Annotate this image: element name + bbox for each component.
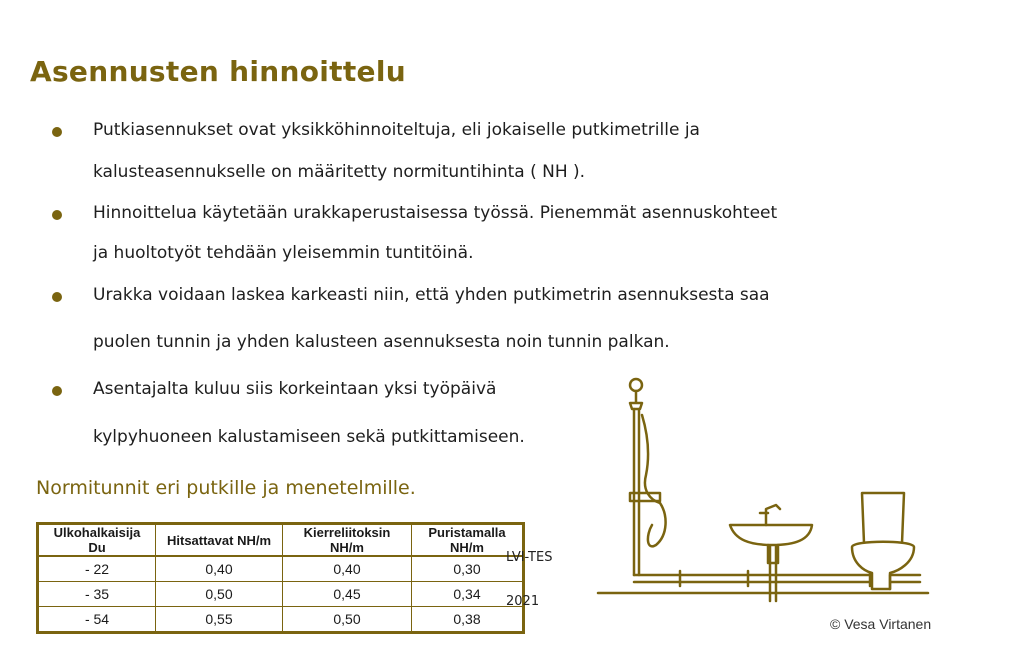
table-cell: 0,40 <box>283 556 412 582</box>
bathroom-plumbing-illustration <box>590 375 935 610</box>
table-cell: 0,50 <box>283 607 412 633</box>
table-header-cell: Kierreliitoksin NH/m <box>283 524 412 557</box>
bullet-text-line: Putkiasennukset ovat yksikköhinnoiteltuja, eli jokaiselle putkimetrille ja <box>93 120 700 140</box>
table-cell: 0,30 <box>412 556 524 582</box>
bullet-dot-icon <box>52 127 62 137</box>
bullet-dot-icon <box>52 210 62 220</box>
table-cell: 0,34 <box>412 582 524 607</box>
table-row <box>38 607 524 633</box>
bullet-dot-icon <box>52 386 62 396</box>
bullet-text-line: puolen tunnin ja yhden kalusteen asennuksesta noin tunnin palkan. <box>93 332 670 352</box>
table-cell: - 54 <box>38 607 156 633</box>
shower-pipe-icon <box>630 409 666 575</box>
page-title: Asennusten hinnoittelu <box>30 55 406 88</box>
bullet-text-line: ja huoltotyöt tehdään yleisemmin tuntitöinä. <box>93 243 474 263</box>
normtime-table <box>36 522 525 634</box>
table-header-cell: Puristamalla NH/m <box>412 524 524 557</box>
bullet-text-line: kylpyhuoneen kalustamiseen sekä putkittamiseen. <box>93 427 525 447</box>
copyright-text: © Vesa Virtanen <box>830 616 932 632</box>
table-header-cell: Hitsattavat NH/m <box>156 524 283 557</box>
table-row <box>38 556 524 582</box>
bullet-text-line: Urakka voidaan laskea karkeasti niin, että yhden putkimetrin asennuksesta saa <box>93 285 770 305</box>
table-cell: 0,38 <box>412 607 524 633</box>
table-header-cell: Ulkohalkaisija Du <box>38 524 156 557</box>
bullet-text-line: Asentajalta kuluu siis korkeintaan yksi työpäivä <box>93 379 497 399</box>
source-year: 2021 <box>506 594 540 609</box>
table-cell: 0,45 <box>283 582 412 607</box>
table-cell: 0,55 <box>156 607 283 633</box>
shower-head-icon <box>630 379 642 409</box>
table-cell: 0,40 <box>156 556 283 582</box>
source-name: LVI-TES <box>506 550 553 565</box>
table-cell: 0,50 <box>156 582 283 607</box>
table-subheading: Normitunnit eri putkille ja menetelmille. <box>36 477 416 499</box>
table-cell: - 35 <box>38 582 156 607</box>
bullet-text-line: Hinnoittelua käytetään urakkaperustaisessa työssä. Pienemmät asennuskohteet <box>93 203 778 223</box>
bullet-dot-icon <box>52 292 62 302</box>
table-header-row <box>38 524 524 557</box>
bullet-text-line: kalusteasennukselle on määritetty normituntihinta ( NH ). <box>93 162 586 182</box>
table-cell: - 22 <box>38 556 156 582</box>
table-row <box>38 582 524 607</box>
